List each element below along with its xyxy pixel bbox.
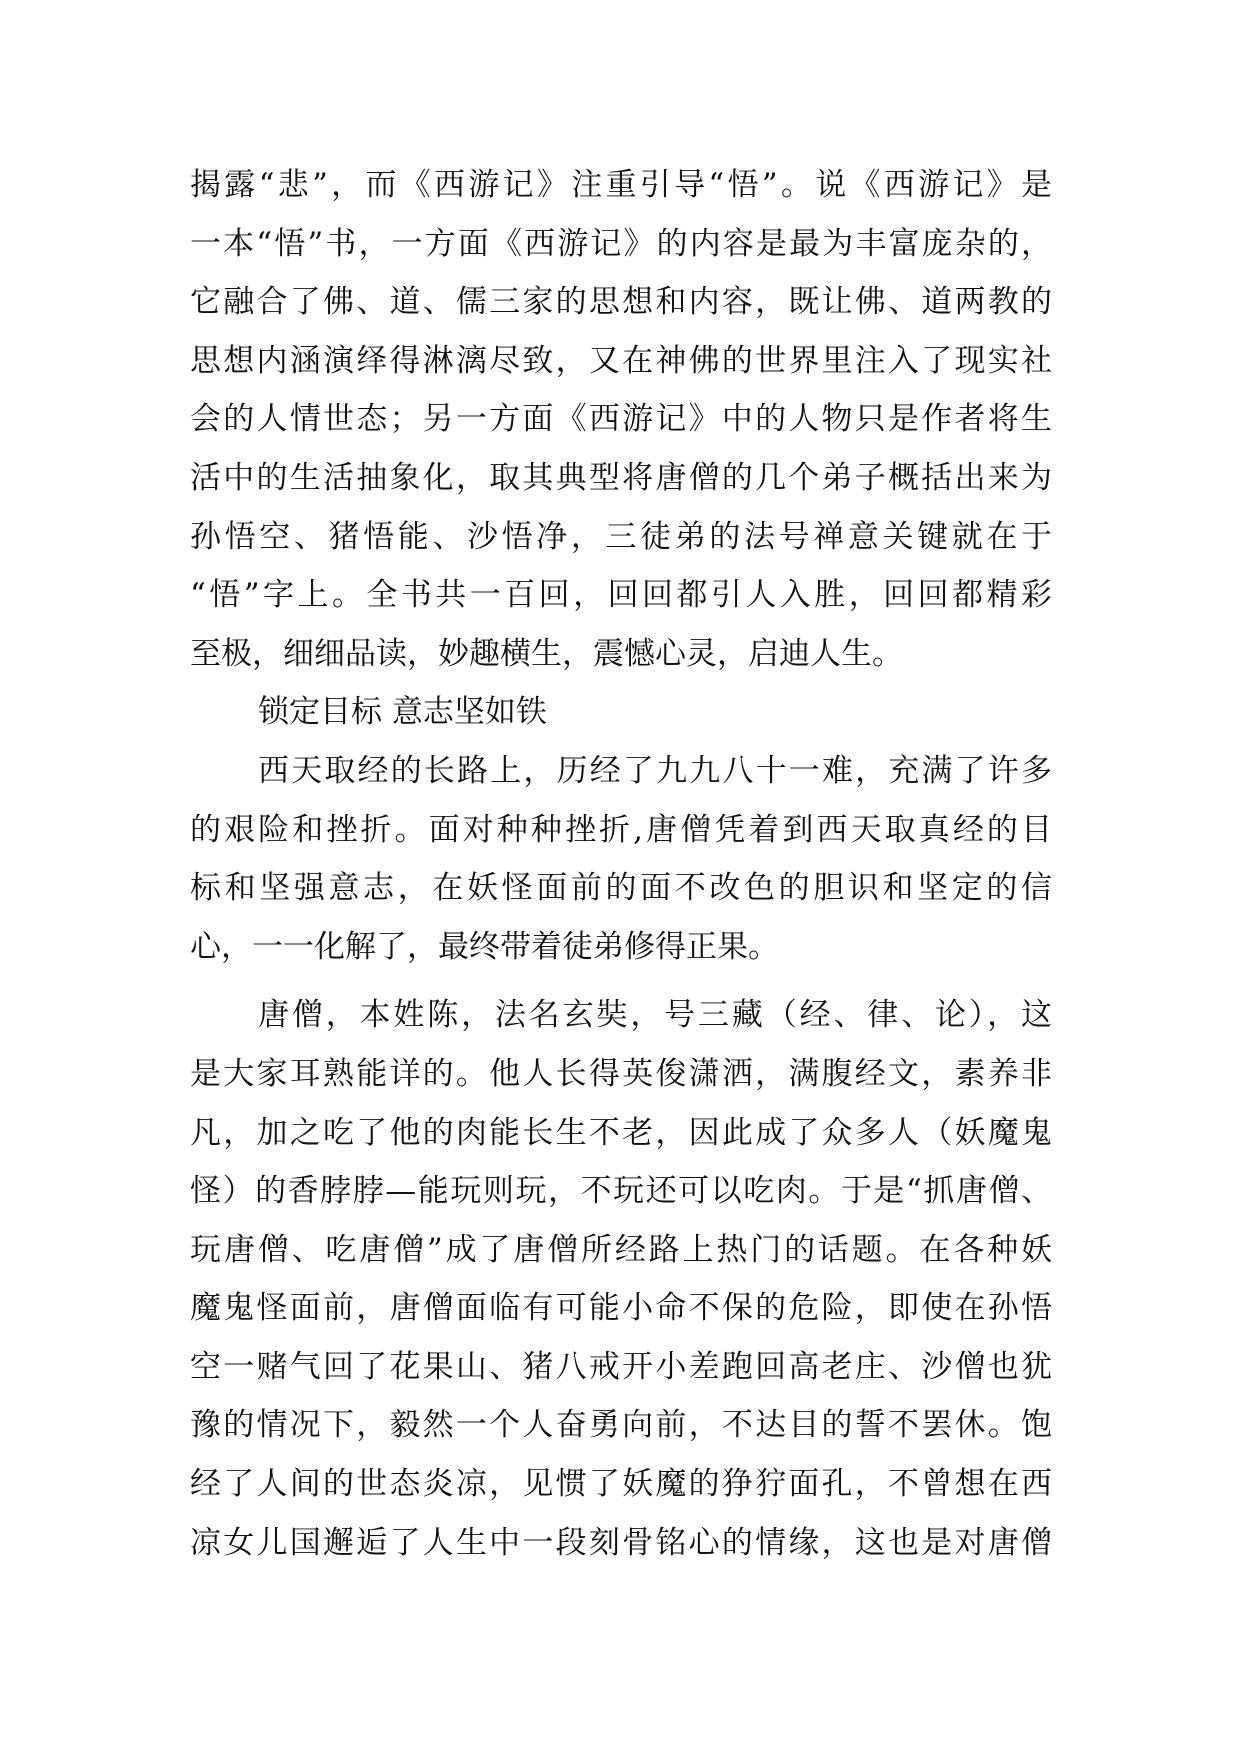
paragraph-3-line-4: 怪）的香脖脖—能玩则玩，不玩还可以吃肉。于是“抓唐僧、 [190,1173,1052,1210]
paragraph-1-line-7: 孙悟空、猪悟能、沙悟净，三徒弟的法号禅意关键就在于 [190,518,1052,555]
paragraph-2-line-3: 标和坚强意志，在妖怪面前的面不改色的胆识和坚定的信 [190,870,1052,907]
paragraph-1-line-6: 活中的生活抽象化，取其典型将唐僧的几个弟子概括出来为 [190,459,1052,496]
paragraph-3-line-3: 凡，加之吃了他的肉能长生不老，因此成了众多人（妖魔鬼 [190,1114,1052,1151]
paragraph-1-line-3: 它融合了佛、道、儒三家的思想和内容，既让佛、道两教的 [190,284,1052,321]
paragraph-2-line-2: 的艰险和挫折。面对种种挫折,唐僧凭着到西天取真经的目 [190,811,1052,848]
paragraph-1-line-9: 至极，细细品读，妙趣横生，震憾心灵，启迪人生。 [190,635,903,672]
paragraph-3-line-10: 凉女儿国邂逅了人生中一段刻骨铭心的情缘，这也是对唐僧 [190,1524,1052,1561]
document-body [190,156,1052,1572]
paragraph-3-line-8: 豫的情况下，毅然一个人奋勇向前，不达目的誓不罢休。饱 [190,1407,1052,1444]
paragraph-1-line-4: 思想内涵演绎得淋漓尽致，又在神佛的世界里注入了现实社 [190,342,1052,379]
paragraph-1-line-2: 一本“悟”书，一方面《西游记》的内容是最为丰富庞杂的， [190,225,1052,262]
paragraph-3-line-9: 经了人间的世态炎凉，见惯了妖魔的狰狞面孔，不曾想在西 [190,1466,1052,1503]
paragraph-3-line-6: 魔鬼怪面前，唐僧面临有可能小命不保的危险，即使在孙悟 [190,1290,1052,1327]
paragraph-1 [190,156,1052,683]
paragraph-3 [190,986,1052,1572]
paragraph-2-line-1: 西天取经的长路上，历经了九九八十一难，充满了许多 [258,752,1052,789]
paragraph-3-line-2: 是大家耳熟能详的。他人长得英俊潇洒，满腹经文，素养非 [190,1055,1052,1092]
paragraph-1-line-1: 揭露“悲”，而《西游记》注重引导“悟”。说《西游记》是 [190,167,1052,203]
paragraph-1-line-8: “悟”字上。全书共一百回，回回都引人入胜，回回都精彩 [190,577,1052,614]
paragraph-3-line-7: 空一赌气回了花果山、猪八戒开小差跑回高老庄、沙僧也犹 [190,1348,1052,1385]
paragraph-spacer [190,976,1052,986]
paragraph-2 [190,742,1052,976]
paragraph-1-line-5: 会的人情世态；另一方面《西游记》中的人物只是作者将生 [190,401,1052,438]
paragraph-3-line-5: 玩唐僧、吃唐僧”成了唐僧所经路上热门的话题。在各种妖 [190,1231,1052,1268]
paragraph-3-line-1: 唐僧，本姓陈，法名玄奘，号三藏（经、律、论），这 [258,997,1052,1034]
paragraph-2-line-4: 心，一一化解了，最终带着徒弟修得正果。 [190,928,779,965]
section-heading: 锁定目标 意志坚如铁 [258,694,547,731]
